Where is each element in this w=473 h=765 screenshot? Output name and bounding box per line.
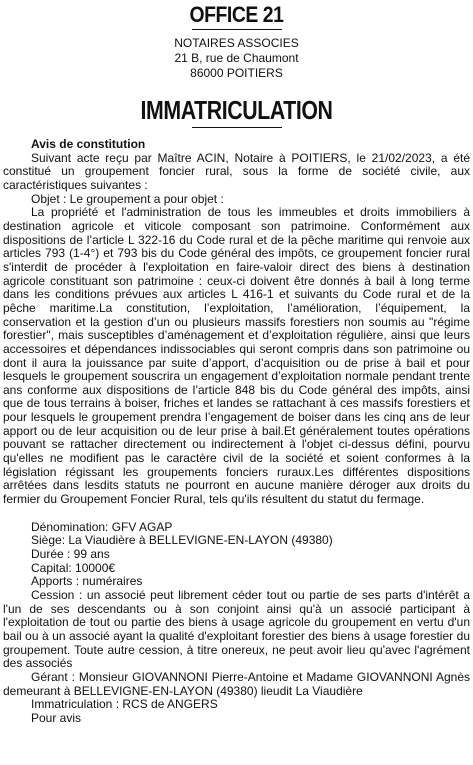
closing: Pour avis	[31, 710, 82, 725]
paragraph-gap	[3, 507, 470, 521]
denomination: Dénomination: GFV AGAP	[31, 519, 173, 534]
firm-name: NOTAIRES ASSOCIES	[174, 36, 299, 50]
objet-label: Objet : Le groupement a pour objet :	[31, 191, 224, 206]
notice-body	[3, 138, 470, 726]
capital: Capital: 10000€	[31, 560, 116, 575]
apports: Apports : numéraires	[31, 574, 143, 589]
immatriculation: Immatriculation : RCS de ANGERS	[31, 697, 218, 712]
office-underline	[192, 29, 282, 30]
notice-heading: Avis de constitution	[31, 137, 146, 151]
notary-header	[0, 2, 473, 128]
gerant: Gérant : Monsieur GIOVANNONI Pierre-Antoine et Madame GIOVANNONI Agnès demeurant à BELLEVIGNE-EN-LAYON (49380) lieudit La Viaudière	[3, 669, 470, 698]
office-name: OFFICE 21	[189, 2, 284, 27]
siege: Siège: La Viaudière à BELLEVIGNE-EN-LAYON (49380)	[31, 533, 333, 548]
title-underline	[192, 127, 282, 128]
city-address: 86000 POITIERS	[190, 66, 283, 80]
objet-text: La propriété et l'administration de tous les immeubles et droits immobiliers à destination agricole et viticole composant son patrimoine. Conformément aux dispositions de l’article L 322-16 du Code rural et de la pêche maritime qui renvoie aux articles 793 (1-4°) et 793 bis du Code général des impôts, ce groupement foncier rural s'interdit de procéder à l'exploitation en faire-valoir direct des biens à destination agricole constituant son patrimoine : ceux-ci doivent être donnés à bail à long terme dans les conditions prévues aux articles L 416-1 et suivants du Code rural et de la pêche maritime.La constitution, l’exploitation, l’amélioration, l’équipement, la conservation et la gestion d’un ou plusieurs massifs forestiers non soumis au "régime forestier", mais susceptibles d’aménagement et d’exploitation régulière, ainsi que leurs accessoires et dépendances indissociables qui seront compris dans son patrimoine ou dont il aura la jouissance par suite d’apport, d’acquisition ou de prise à bail et pour lesquels le groupement souscrira un engagement d’exploitation normale pendant trente ans conforme aux dispositions de l’article 848 bis du Code général des impôts, ainsi que de tous terrains à boiser, friches et landes se rattachant à ces massifs forestiers et pour lesquels le groupement prendra l’engagement de boiser dans les cinq ans de leur apport ou de leur acquisition ou de leur prise à bail.Et généralement toutes opérations pouvant se rattacher directement ou indirectement à l'objet ci-dessus défini, pourvu qu'elles ne modifient pas le caractère civil de la société et soient conformes à la législation régissant les groupements fonciers ruraux.Les différentes dispositions arrêtées dans lesdits statuts ne pourront en aucune manière déroger aux droits du fermier du Groupement Foncier Rural, tels qu'ils résultent du statut du fermage.	[3, 205, 470, 507]
notice-title: IMMATRICULATION	[140, 95, 333, 125]
cession: Cession : un associé peut librement céder tout ou partie de ses parts d'intérêt a l'un de ses descendants ou à son conjoint ainsi qu'à un associé participant à l'exploitation de tout ou partie des biens à usage agricole du groupement en vertu d'un bail ou à un associé ayant la qualité d'exploitant forestier des biens à usage forestier du groupement. Toute autre cession, à titre onereux, ne peut avoir lieu qu'avec l'agrément des associés	[3, 588, 470, 671]
street-address: 21 B, rue de Chaumont	[174, 51, 299, 65]
duree: Durée : 99 ans	[31, 547, 110, 562]
notice-intro: Suivant acte reçu par Maître ACIN, Notaire à POITIERS, le 21/02/2023, a été constitué un groupement foncier rural, sous la forme de société civile, aux caractéristiques suivantes :	[3, 150, 470, 192]
